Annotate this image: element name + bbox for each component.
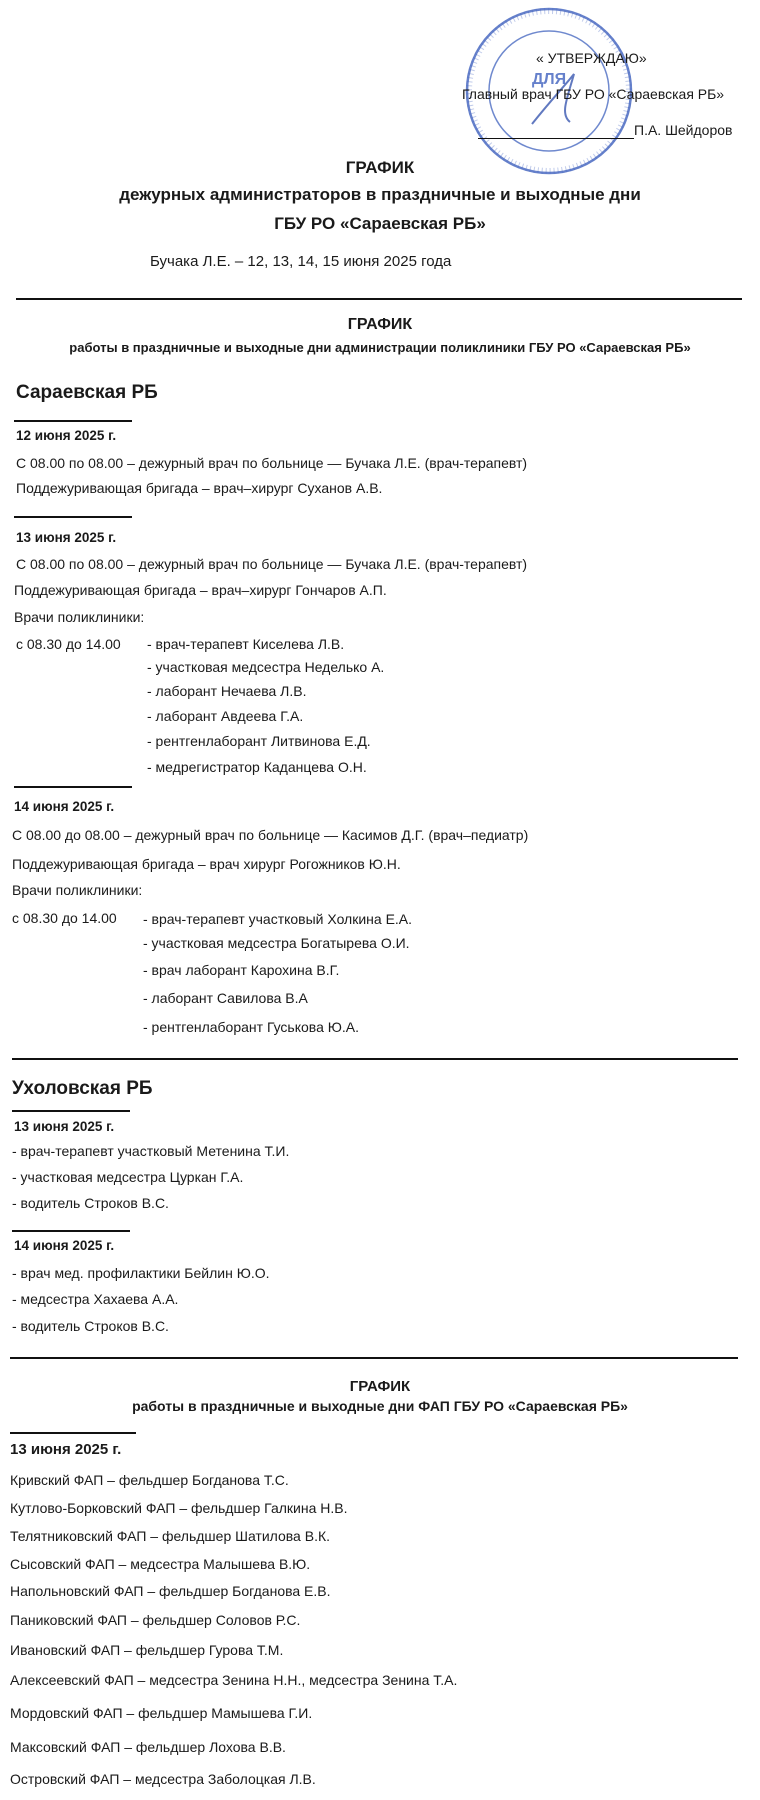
staff-item: - медсестра Хахаева А.А. <box>12 1291 179 1307</box>
stamp-text: ДЛЯ <box>531 71 567 88</box>
fap-item: Ивановский ФАП – фельдшер Гурова Т.М. <box>10 1642 284 1658</box>
fap-item: Кутлово-Борковский ФАП – фельдшер Галкина Н.В. <box>10 1500 348 1516</box>
date-heading: 13 июня 2025 г. <box>16 530 117 545</box>
clinic-time: с 08.30 до 14.00 <box>12 910 117 926</box>
staff-item: - врач мед. профилактики Бейлин Ю.О. <box>12 1265 270 1281</box>
fap-item: Напольновский ФАП – фельдшер Богданова Е.В. <box>10 1583 331 1599</box>
duty-line: С 08.00 по 08.00 – дежурный врач по больнице — Бучака Л.Е. (врач-терапевт) <box>16 556 528 572</box>
date-underline <box>12 1230 130 1232</box>
staff-item: - медрегистратор Каданцева О.Н. <box>147 759 367 775</box>
staff-item: - водитель Строков В.С. <box>12 1195 169 1211</box>
duty-line: С 08.00 до 08.00 – дежурный врач по больнице — Касимов Д.Г. (врач–педиатр) <box>12 827 529 843</box>
staff-item: - врач лаборант Карохина В.Г. <box>143 962 340 978</box>
doc1-title: ГРАФИК <box>345 158 415 177</box>
date-heading: 12 июня 2025 г. <box>16 428 117 443</box>
date-underline <box>14 786 132 788</box>
staff-item: - рентгенлаборант Гуськова Ю.А. <box>143 1019 360 1035</box>
date-heading: 14 июня 2025 г. <box>14 799 115 814</box>
approver-name: П.А. Шейдоров <box>634 122 733 138</box>
fap-item: Паниковский ФАП – фельдшер Соловов Р.С. <box>10 1612 301 1628</box>
section-heading: Ухоловская РБ <box>12 1078 153 1099</box>
approver-position: Главный врач ГБУ РО «Сараевская РБ» <box>462 86 725 102</box>
fap-item: Сысовский ФАП – медсестра Малышева В.Ю. <box>10 1556 311 1572</box>
staff-item: - лаборант Авдеева Г.А. <box>147 708 304 724</box>
duty-line: Поддежуривающая бригада – врач–хирург Суханов А.В. <box>16 480 383 496</box>
fap-item: Мордовский ФАП – фельдшер Мамышева Г.И. <box>10 1705 313 1721</box>
date-underline <box>10 1432 136 1434</box>
doc3-subtitle: работы в праздничные и выходные дни ФАП ГБУ РО «Сараевская РБ» <box>132 1398 628 1414</box>
staff-item: - водитель Строков В.С. <box>12 1318 169 1334</box>
doc1-duty: Бучака Л.Е. – 12, 13, 14, 15 июня 2025 года <box>150 253 452 270</box>
clinic-label: Врачи поликлиники: <box>12 882 143 898</box>
signature-line <box>478 138 634 139</box>
fap-item: Алексеевский ФАП – медсестра Зенина Н.Н., медсестра Зенина Т.А. <box>10 1672 458 1688</box>
staff-item: - участковая медсестра Неделько А. <box>147 659 385 675</box>
duty-line: С 08.00 по 08.00 – дежурный врач по больнице — Бучака Л.Е. (врач-терапевт) <box>16 455 528 471</box>
doc2-subtitle: работы в праздничные и выходные дни администрации поликлиники ГБУ РО «Сараевская РБ» <box>69 340 691 355</box>
date-heading: 13 июня 2025 г. <box>10 1441 122 1458</box>
section-heading: Сараевская РБ <box>16 382 158 403</box>
staff-item: - врач-терапевт участковый Холкина Е.А. <box>143 911 413 927</box>
divider <box>12 1058 738 1060</box>
fap-item: Телятниковский ФАП – фельдшер Шатилова В.К. <box>10 1528 330 1544</box>
doc1-subtitle-2: ГБУ РО «Сараевская РБ» <box>274 214 486 233</box>
doc1-subtitle-1: дежурных администраторов в праздничные и выходные дни <box>119 185 641 204</box>
staff-item: - врач-терапевт Киселева Л.В. <box>147 636 345 652</box>
duty-line: Поддежуривающая бригада – врач хирург Рогожников Ю.Н. <box>12 856 401 872</box>
staff-item: - врач-терапевт участковый Метенина Т.И. <box>12 1143 290 1159</box>
fap-item: Островский ФАП – медсестра Заболоцкая Л.В. <box>10 1771 316 1787</box>
date-heading: 13 июня 2025 г. <box>14 1119 115 1134</box>
fap-item: Максовский ФАП – фельдшер Лохова В.В. <box>10 1739 286 1755</box>
divider <box>16 298 742 300</box>
duty-line: Поддежуривающая бригада – врач–хирург Гончаров А.П. <box>14 582 387 598</box>
clinic-time: с 08.30 до 14.00 <box>16 636 121 652</box>
divider <box>10 1357 738 1359</box>
date-underline <box>12 1110 130 1112</box>
staff-item: - участковая медсестра Богатырева О.И. <box>143 935 410 951</box>
date-heading: 14 июня 2025 г. <box>14 1238 115 1253</box>
staff-item: - лаборант Нечаева Л.В. <box>147 683 307 699</box>
approve-label: « УТВЕРЖДАЮ» <box>536 50 647 66</box>
date-underline <box>14 420 132 422</box>
fap-item: Кривский ФАП – фельдшер Богданова Т.С. <box>10 1472 289 1488</box>
staff-item: - участковая медсестра Цуркан Г.А. <box>12 1169 244 1185</box>
clinic-label: Врачи поликлиники: <box>14 609 145 625</box>
doc2-title: ГРАФИК <box>347 316 413 333</box>
staff-item: - рентгенлаборант Литвинова Е.Д. <box>147 733 371 749</box>
date-underline <box>14 516 132 518</box>
doc3-title: ГРАФИК <box>349 1378 411 1395</box>
staff-item: - лаборант Савилова В.А <box>143 990 308 1006</box>
